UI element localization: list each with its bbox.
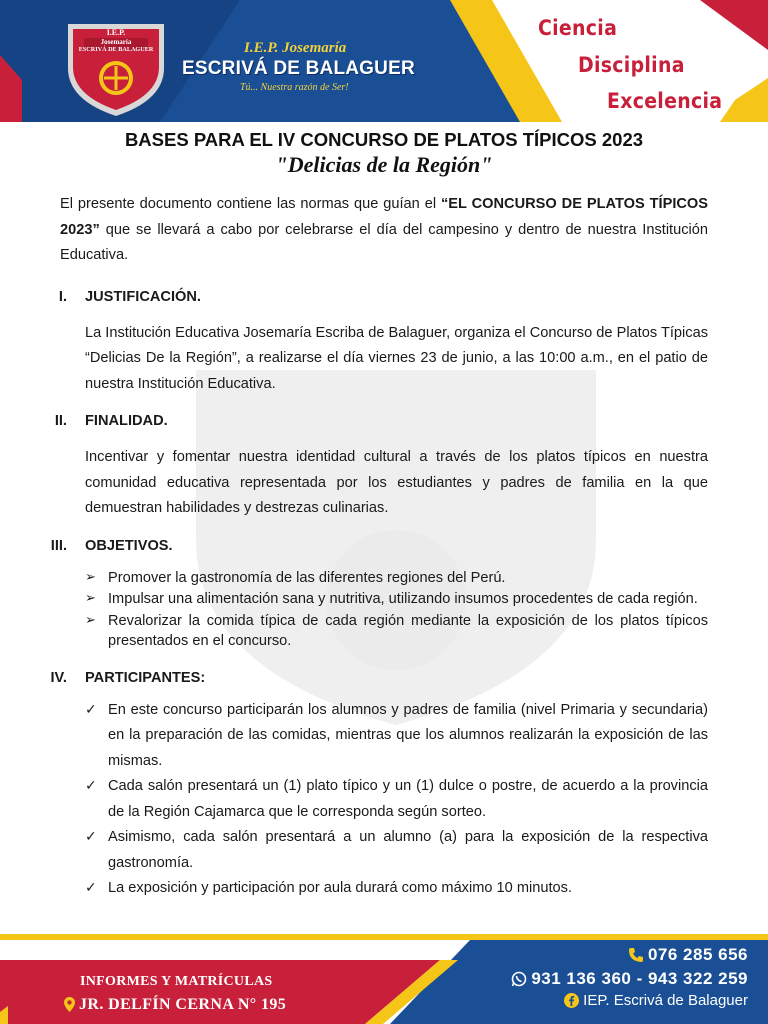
section-heading-objetivos <box>50 534 708 560</box>
document-title: BASES PARA EL IV CONCURSO DE PLATOS TÍPICOS 2023 <box>124 129 644 150</box>
section-number: I. <box>58 288 67 305</box>
footer-phone1-text: 076 285 656 <box>647 945 748 964</box>
list-item-text: La exposición y participación por aula durará como máximo 10 minutos. <box>108 880 572 896</box>
document-subtitle: "Delicias de la Región" <box>275 152 493 177</box>
arrow-bullet-icon: ➢ <box>85 569 96 585</box>
footer-facebook-text: IEP. Escrivá de Balaguer <box>583 992 748 1009</box>
section-heading-finalidad <box>54 409 708 435</box>
footer-address-text: JR. DELFÍN CERNA N° 195 <box>79 996 287 1013</box>
list-item-text: En este concurso participarán los alumnos y padres de familia (nivel Primaria y secundaria) en la preparación de las comidas, mientras que los alumnos realizarán la exposición de las mismas. <box>108 701 708 769</box>
whatsapp-icon <box>511 971 527 987</box>
section-title: PARTICIPANTES: <box>85 669 206 686</box>
footer-facebook[interactable] <box>564 992 748 1009</box>
footer-phone-landline[interactable] <box>628 945 748 965</box>
section-title: OBJETIVOS. <box>85 537 173 554</box>
check-bullet-icon: ✓ <box>85 778 97 794</box>
list-item <box>85 698 708 775</box>
section-title: FINALIDAD. <box>85 413 168 429</box>
list-item <box>85 611 708 652</box>
intro-text-bold: “EL CONCURSO DE PLATOS TÍPICOS 2023” <box>60 196 708 238</box>
participantes-list <box>60 698 708 902</box>
location-pin-icon <box>64 997 75 1012</box>
footer-address <box>64 996 286 1014</box>
section-text-finalidad: Incentivar y fomentar nuestra identidad cultural a través de los platos típicos en nuestra comunidad educativa representada por los estudiantes y padres de familia en la que demuestran habilidades y destrezas culinarias. <box>85 449 708 516</box>
check-bullet-icon: ✓ <box>85 701 97 718</box>
brand-main-text: ESCRIVÁ DE BALAGUER <box>182 58 415 79</box>
intro-paragraph <box>60 192 708 269</box>
arrow-bullet-icon: ➢ <box>85 591 96 606</box>
shield-line2-text: ESCRIVÁ DE BALAGUER <box>78 46 154 53</box>
brand-top-text: I.E.P. Josemaría <box>244 40 347 56</box>
footer-informes: INFORMES Y MATRÍCULAS <box>80 974 273 989</box>
intro-text-end: que se llevará a cabo por celebrarse el día del campesino y dentro de nuestra Institución Educativa. <box>60 221 708 263</box>
phone-icon <box>628 947 644 963</box>
section-heading-justificacion <box>60 285 708 311</box>
list-item <box>85 825 708 876</box>
list-item-text: Promover la gastronomía de las diferentes regiones del Perú. <box>108 569 506 586</box>
intro-text-start: El presente documento contiene las normas que guían el <box>60 196 441 212</box>
section-title: JUSTIFICACIÓN. <box>85 288 201 305</box>
section-number: III. <box>50 537 67 554</box>
list-item <box>85 876 708 902</box>
school-shield-logo <box>64 14 168 118</box>
section-heading-participantes <box>50 666 708 692</box>
page-header <box>0 0 768 122</box>
page-footer <box>0 930 768 1024</box>
value-ciencia: Ciencia <box>538 16 618 40</box>
section-number: II. <box>54 413 67 429</box>
section-text-justificacion: La Institución Educativa Josemaría Escriba de Balaguer, organiza el Concurso de Platos Típicas “Delicias De la Región”, a realizarse el día viernes 23 de junio, a las 10:00 a.m., en el patio de nuestra Institución Educativa. <box>85 324 708 392</box>
document-body <box>50 128 708 902</box>
shield-line1-text: Josemaría <box>100 38 132 46</box>
value-disciplina: Disciplina <box>578 53 685 77</box>
list-item-text: Revalorizar la comida típica de cada región mediante la exposición de los platos típicos presentados en el concurso. <box>108 612 708 649</box>
value-excelencia: Excelencia <box>607 89 723 113</box>
list-item-text: Impulsar una alimentación sana y nutritiva, utilizando insumos procedentes de cada región. <box>108 591 698 607</box>
list-item-text: Cada salón presentará un (1) plato típico y un (1) dulce o postre, de acuerdo a la provincia de la Región Cajamarca que le corresponda según sorteo. <box>108 778 708 820</box>
brand-motto-text: Tú... Nuestra razón de Ser! <box>240 82 349 93</box>
list-item <box>85 568 708 589</box>
arrow-bullet-icon: ➢ <box>85 612 96 628</box>
shield-top-text: I.E.P. <box>106 28 126 37</box>
footer-phone2-text: 931 136 360 - 943 322 259 <box>531 969 748 988</box>
list-item-text: Asimismo, cada salón presentará a un alumno (a) para la exposición de la respectiva gastronomía. <box>108 829 708 871</box>
footer-phone-whatsapp[interactable] <box>511 969 748 989</box>
check-bullet-icon: ✓ <box>85 880 97 896</box>
section-number: IV. <box>50 669 67 686</box>
list-item <box>85 774 708 825</box>
facebook-icon <box>564 993 579 1008</box>
check-bullet-icon: ✓ <box>85 829 97 845</box>
objetivos-list <box>60 568 708 652</box>
list-item <box>85 589 708 610</box>
